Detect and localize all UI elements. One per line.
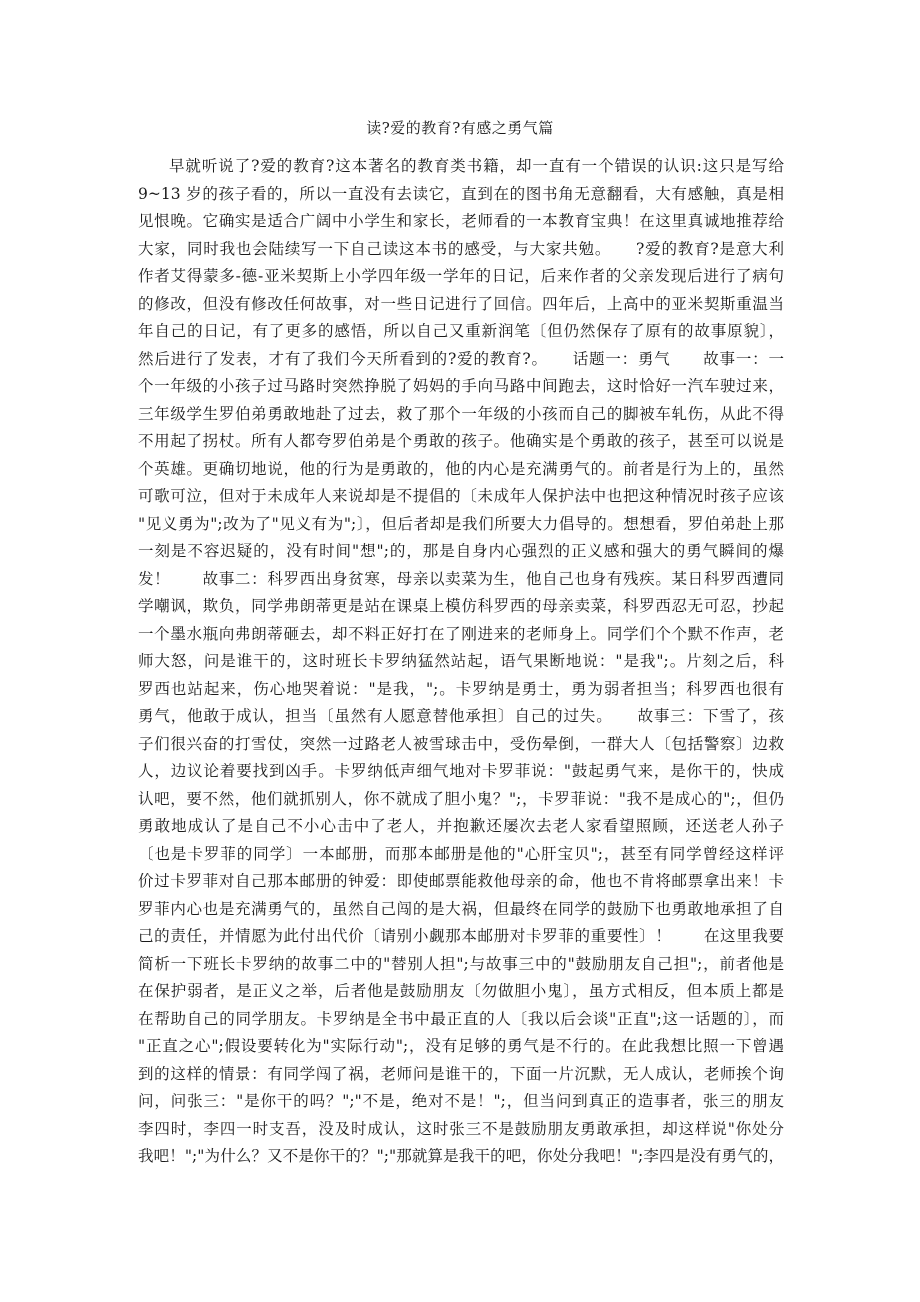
paragraph-line: 年自己的日记，有了更多的感悟，所以自己又重新润笔〔但仍然保存了原有的故事原貌〕，: [138, 322, 784, 340]
paragraph-line: "见义勇为";改为了"见义有为";〕，但后者却是我们所要大力倡导的。想想看，罗伯弟赴上那: [138, 514, 784, 533]
paragraph-line: 李四时，李四一时支吾，没及时成认，这时张三不是鼓励朋友勇敢承担，却这样说"你处分: [138, 1119, 784, 1138]
paragraph-line: 一个墨水瓶向弗朗蒂砸去，却不料正好打在了刚进来的老师身上。同学们个个默不作声，老: [138, 624, 784, 643]
document-title: 读?爱的教育?有感之勇气篇: [366, 119, 554, 137]
paragraph-line: 然后进行了发表，才有了我们今天所看到的?爱的教育?。 话题一：勇气 故事一：一: [138, 349, 784, 368]
paragraph-line: 学嘲讽，欺负，同学弗朗蒂更是站在课桌上模仿科罗西的母亲卖菜，科罗西忍无可忍，抄起: [138, 597, 784, 615]
paragraph-line: 我吧！";"为什么？又不是你干的？";"那就算是我干的吧，你处分我吧！";李四是没有勇气的，: [138, 1147, 784, 1165]
paragraph-line: 到的这样的情景：有同学闯了祸，老师问是谁干的，下面一片沉默，无人成认，老师挨个询: [138, 1064, 784, 1083]
paragraph-line: 问，问张三："是你干的吗？";"不是，绝对不是！";，但当问到真正的造事者，张三的朋友: [138, 1092, 784, 1110]
paragraph-line: 在帮助自己的同学朋友。卡罗纳是全书中最正直的人〔我以后会谈"正直";这一话题的〕，而: [138, 1009, 784, 1028]
paragraph-line: 勇敢地成认了是自己不小心击中了老人，并抱歉还屡次去老人家看望照顾，还送老人孙子: [138, 817, 784, 835]
paragraph-line: 在保护弱者，是正义之举，后者他是鼓励朋友〔勿做胆小鬼〕，虽方式相反，但本质上都是: [138, 982, 784, 1000]
paragraph-line: 的修改，但没有修改任何故事，对一些日记进行了回信。四年后，上高中的亚米契斯重温当: [138, 294, 784, 313]
paragraph-line: 罗西也站起来，伤心地哭着说："是我，";。卡罗纳是勇士，勇为弱者担当；科罗西也很有: [138, 679, 784, 698]
paragraph-line: 一刻是不容迟疑的，没有时间"想";的，那是自身内心强烈的正义感和强大的勇气瞬间的爆: [138, 542, 784, 560]
paragraph-line: 大家，同时我也会陆续写一下自己读这本书的感受，与大家共勉。 ?爱的教育?是意大利: [138, 239, 784, 258]
paragraph-line: 9~13 岁的孩子看的，所以一直没有去读它，直到在的图书角无意翻看，大有感触，真是相: [138, 184, 784, 203]
paragraph-line: 子们很兴奋的打雪仗，突然一过路老人被雪球击中，受伤晕倒，一群大人〔包括警察〕边救: [138, 734, 784, 753]
paragraph-line: 罗菲内心也是充满勇气的，虽然自己闯的是大祸，但最终在同学的鼓励下也勇敢地承担了自: [138, 899, 784, 918]
paragraph-line: 价过卡罗菲对自己那本邮册的钟爱：即使邮票能救他母亲的命，他也不肯将邮票拿出来！卡: [138, 872, 784, 890]
paragraph-line: 个一年级的小孩子过马路时突然挣脱了妈妈的手向马路中间跑去，这时恰好一汽车驶过来，: [138, 377, 784, 395]
paragraph-line: 不用起了拐杖。所有人都夸罗伯弟是个勇敢的孩子。他确实是个勇敢的孩子，甚至可以说是: [138, 432, 784, 450]
paragraph-line: 勇气，他敢于成认，担当〔虽然有人愿意替他承担〕自己的过失。 故事三：下雪了，孩: [138, 707, 784, 725]
document-body: [138, 153, 784, 1171]
paragraph-line: 早就听说了?爱的教育?这本著名的教育类书籍，却一直有一个错误的认识:这只是写给: [169, 157, 784, 175]
paragraph-line: 认吧，要不然，他们就抓别人，你不就成了胆小鬼？";，卡罗菲说："我不是成心的";，但仍: [138, 789, 784, 808]
paragraph-line: 可歌可泣，但对于未成年人来说却是不提倡的〔未成年人保护法中也把这种情况时孩子应该: [138, 487, 784, 505]
paragraph-line: 〔也是卡罗菲的同学〕一本邮册，而那本邮册是他的"心肝宝贝";，甚至有同学曾经这样评: [138, 844, 784, 863]
paragraph-line: 人，边议论着要找到凶手。卡罗纳低声细气地对卡罗菲说："鼓起勇气来，是你干的，快成: [138, 762, 784, 780]
paragraph-line: 师大怒，问是谁干的，这时班长卡罗纳猛然站起，语气果断地说："是我";。片刻之后，科: [138, 652, 784, 670]
paragraph-line: 发！ 故事二：科罗西出身贫寒，母亲以卖菜为生，他自己也身有残疾。某日科罗西遭同: [138, 569, 784, 588]
paragraph-line: 见恨晚。它确实是适合广阔中小学生和家长，老师看的一本教育宝典！在这里真诚地推荐给: [138, 212, 784, 230]
paragraph-line: 己的责任，并情愿为此付出代价〔请别小觑那本邮册对卡罗菲的重要性〕！ 在这里我要: [138, 927, 784, 945]
paragraph-line: 作者艾得蒙多-德-亚米契斯上小学四年级一学年的日记，后来作者的父亲发现后进行了病句: [138, 267, 784, 285]
paragraph-line: 简析一下班长卡罗纳的故事二中的"替别人担";与故事三中的"鼓励朋友自己担";，前者他是: [138, 954, 784, 973]
paragraph-line: "正直之心";假设要转化为"实际行动";，没有足够的勇气是不行的。在此我想比照一下曾遇: [138, 1037, 784, 1055]
paragraph-line: 个英雄。更确切地说，他的行为是勇敢的，他的内心是充满勇气的。前者是行为上的，虽然: [138, 459, 784, 478]
paragraph-line: 三年级学生罗伯弟勇敢地赴了过去，救了那个一年级的小孩而自己的脚被车轧伤，从此不得: [138, 404, 784, 423]
